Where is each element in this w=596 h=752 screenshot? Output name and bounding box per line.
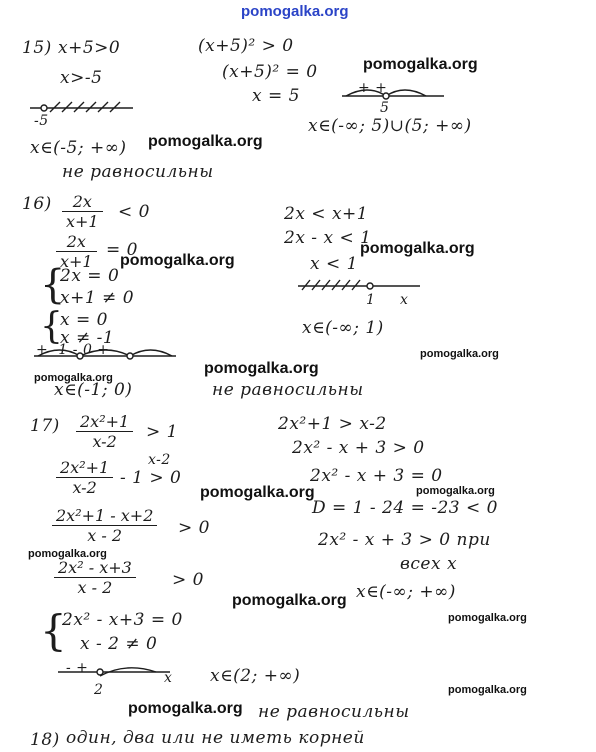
p16-right-line2: 2x - x < 1 (284, 228, 372, 248)
watermark-3[interactable]: pomogalka.org (360, 240, 475, 257)
p15-right-point5: 5 (380, 100, 390, 116)
p17-system-line1: 2x² - x+3 = 0 (62, 610, 183, 630)
p16-system-brace-2: { (40, 306, 63, 347)
p18-number: 18) (30, 730, 60, 750)
p17-fraction4-top: 2x² - x+3 (54, 558, 136, 578)
p17-right-line5: 2x² - x + 3 > 0 при (318, 530, 491, 550)
p17-system-line2: x - 2 ≠ 0 (80, 634, 158, 654)
p15-right-line1: (x+5)² > 0 (198, 36, 294, 56)
p15-line1: x+5>0 (58, 38, 121, 58)
p17-fraction1-bottom: x-2 (92, 432, 117, 451)
p17-fraction3-relation: > 0 (178, 518, 210, 538)
p17-answer: x∈(2; +∞) (210, 666, 301, 686)
p15-line2: x>-5 (60, 68, 103, 88)
p17-right-answer: x∈(-∞; +∞) (356, 582, 456, 602)
p17-fraction1 (76, 412, 133, 451)
watermark-14[interactable]: pomogalka.org (128, 700, 243, 717)
p17-fraction3-top: 2x²+1 - x+2 (52, 506, 157, 526)
p15-right-line3: x = 5 (252, 86, 300, 106)
watermark-13[interactable]: pomogalka.org (448, 684, 527, 696)
p18-text: один, два или не иметь корней (66, 728, 365, 748)
p16-fraction1-relation: < 0 (118, 202, 150, 222)
p16-system-line3: x = 0 (60, 310, 108, 330)
p16-number: 16) (22, 194, 52, 214)
watermark-12[interactable]: pomogalka.org (448, 612, 527, 624)
watermark-11[interactable]: pomogalka.org (232, 592, 347, 609)
p15-right-number-line (340, 80, 450, 110)
p17-conclusion: не равносильны (258, 702, 410, 722)
p16-system-line2: x+1 ≠ 0 (60, 288, 135, 308)
p15-number: 15) (22, 38, 52, 58)
watermark-5[interactable]: pomogalka.org (420, 348, 499, 360)
watermark-4[interactable]: pomogalka.org (120, 252, 235, 269)
p17-fraction2-top: 2x²+1 (56, 458, 113, 478)
p17-fraction3-bottom: x - 2 (87, 526, 123, 545)
p16-conclusion: не равносильны (212, 380, 364, 400)
p17-right-line6: всех x (400, 554, 458, 574)
watermark-1[interactable]: pomogalka.org (363, 56, 478, 73)
p17-fraction4-relation: > 0 (172, 570, 204, 590)
p17-fraction2-bottom: x-2 (72, 478, 97, 497)
watermark-6[interactable]: pomogalka.org (204, 360, 319, 377)
p17-right-line2: 2x² - x + 3 > 0 (292, 438, 425, 458)
p17-fraction3 (52, 506, 157, 545)
p16-fraction1 (62, 192, 103, 231)
p16-system-line1: 2x = 0 (60, 266, 120, 286)
watermark-10[interactable]: pomogalka.org (28, 548, 107, 560)
p17-axis-sign: - + (66, 660, 89, 676)
p15-answer: x∈(-5; +∞) (30, 138, 127, 158)
p17-right-line1: 2x²+1 > x-2 (278, 414, 387, 434)
p17-axis-2: 2 (94, 682, 104, 698)
p16-system-brace-1: { (40, 262, 66, 308)
header-watermark[interactable]: pomogalka.org (241, 3, 349, 20)
p15-axis-point: -5 (34, 113, 49, 129)
p17-fraction2-note: x-2 (148, 452, 171, 468)
p16-fraction1-bottom: x+1 (66, 212, 99, 231)
watermark-9[interactable]: pomogalka.org (416, 485, 495, 497)
p17-fraction1-top: 2x²+1 (76, 412, 133, 432)
p16-right-line1: 2x < x+1 (284, 204, 369, 224)
watermark-7[interactable]: pomogalka.org (34, 372, 113, 384)
p17-fraction2 (56, 458, 113, 497)
p17-axis-x: x (164, 670, 173, 686)
p17-number: 17) (30, 416, 60, 436)
p17-right-line3: 2x² - x + 3 = 0 (310, 466, 443, 486)
p17-fraction4-bottom: x - 2 (77, 578, 113, 597)
p17-fraction1-relation: > 1 (146, 422, 178, 442)
p16-right-axis-x: x (400, 292, 409, 308)
watermark-8[interactable]: pomogalka.org (200, 484, 315, 501)
p16-right-answer: x∈(-∞; 1) (302, 318, 384, 338)
p16-fraction2-relation: = 0 (106, 240, 138, 260)
p16-right-line3: x < 1 (310, 254, 358, 274)
p15-right-answer: x∈(-∞; 5)∪(5; +∞) (308, 116, 472, 136)
p17-right-line4: D = 1 - 24 = -23 < 0 (312, 498, 498, 518)
p17-fraction4 (54, 558, 136, 597)
p15-right-line2: (x+5)² = 0 (222, 62, 318, 82)
p16-fraction2-top: 2x (56, 232, 97, 252)
p16-fraction2-bottom: x+1 (60, 252, 93, 271)
p16-axis-labels: + -1 - 0 + (36, 342, 110, 358)
p15-conclusion: не равносильны (62, 162, 214, 182)
p16-right-axis-1: 1 (366, 292, 376, 308)
p16-system-line4: x ≠ -1 (60, 328, 115, 348)
p16-fraction1-top: 2x (62, 192, 103, 212)
watermark-2[interactable]: pomogalka.org (148, 133, 263, 150)
p17-fraction2-relation: - 1 > 0 (120, 468, 182, 488)
p16-answer: x∈(-1; 0) (54, 380, 133, 400)
p17-system-brace: { (40, 606, 67, 655)
p15-right-signs: + + (358, 80, 388, 96)
